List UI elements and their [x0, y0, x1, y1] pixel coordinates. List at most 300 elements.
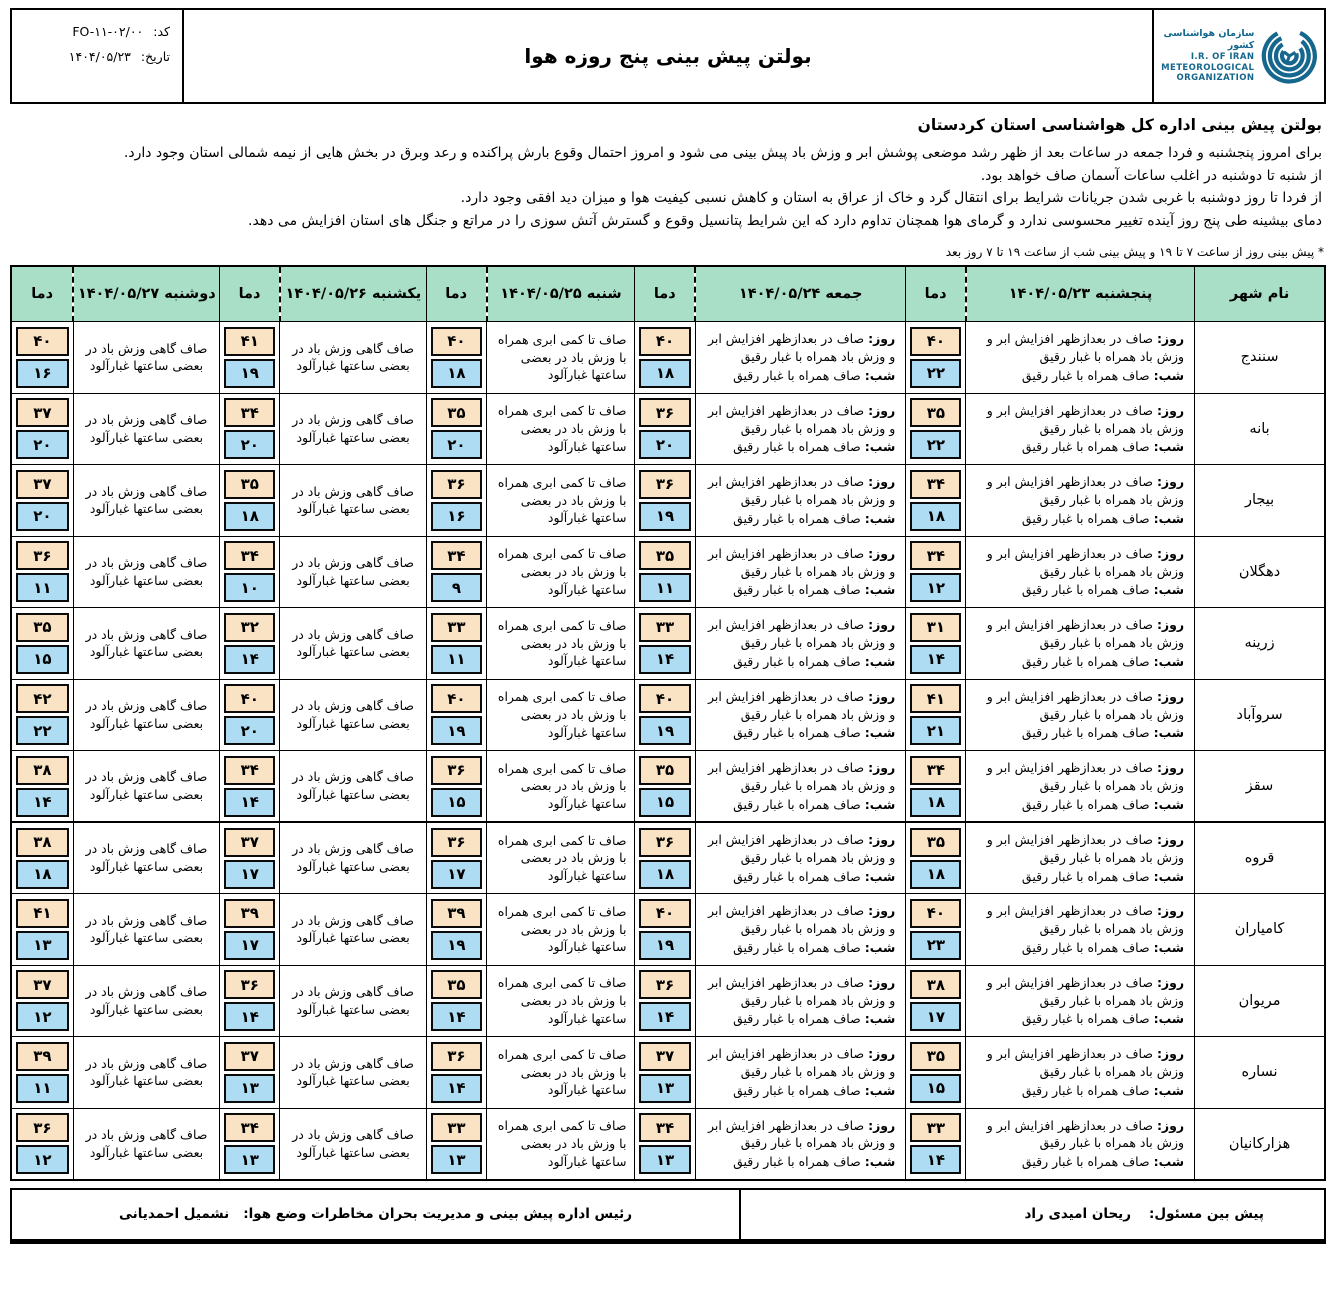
max-temp: ۳۸ — [16, 756, 69, 785]
header-temp-saturday: دما — [426, 266, 486, 322]
thursday-forecast-cell — [966, 536, 1195, 608]
saturday-forecast-cell: صاف تا کمی ابری همراه با وزش باد در بعضی ساعتها غبارآلود — [487, 822, 635, 894]
max-temp: ۳۶ — [16, 1113, 69, 1142]
max-temp: ۳۶ — [639, 470, 690, 499]
night-label: شب: — [1153, 1082, 1185, 1098]
friday-temp-cell — [635, 1108, 695, 1180]
day-forecast-text: صاف در بعدازظهر افزایش ابر و وزش باد همراه با غبار رقیق — [707, 760, 896, 793]
header-temp-friday: دما — [635, 266, 695, 322]
day-label: روز: — [868, 1046, 896, 1062]
saturday-temp-cell — [426, 679, 486, 751]
max-temp: ۳۷ — [16, 398, 69, 427]
day-forecast-text: صاف در بعدازظهر افزایش ابر و وزش باد همراه با غبار رقیق — [986, 903, 1185, 937]
sunday-temp-cell — [220, 536, 280, 608]
night-label: شب: — [864, 1011, 896, 1027]
max-temp: ۳۵ — [910, 1042, 961, 1071]
max-temp: ۳۴ — [910, 541, 961, 570]
min-temp: ۱۴ — [224, 645, 275, 674]
day-label: روز: — [868, 903, 896, 919]
night-label: شب: — [1153, 582, 1185, 598]
day-label: روز: — [1156, 974, 1185, 990]
night-forecast-text: صاف همراه با غبار رقیق — [1021, 939, 1150, 955]
min-temp: ۹ — [431, 573, 482, 602]
thursday-forecast-cell — [966, 751, 1195, 823]
table-row — [11, 679, 1325, 751]
sunday-forecast-cell: صاف گاهی وزش باد در بعضی ساعتها غبارآلود — [280, 965, 426, 1037]
friday-forecast-cell — [695, 751, 906, 823]
table-row — [11, 1108, 1325, 1180]
day-forecast-text: صاف در بعدازظهر افزایش ابر و وزش باد همراه با غبار رقیق — [986, 974, 1185, 1008]
code-line — [24, 24, 170, 39]
night-label: شب: — [1153, 439, 1185, 455]
friday-forecast-cell — [695, 536, 906, 608]
night-label: شب: — [864, 439, 896, 455]
document-header — [10, 8, 1326, 104]
max-temp: ۳۵ — [639, 541, 690, 570]
max-temp: ۴۰ — [431, 327, 482, 356]
max-temp: ۳۵ — [910, 828, 961, 857]
saturday-temp-cell — [426, 608, 486, 680]
sunday-forecast-cell: صاف گاهی وزش باد در بعضی ساعتها غبارآلود — [280, 1108, 426, 1180]
thursday-temp-cell — [906, 393, 966, 465]
min-temp: ۱۳ — [16, 931, 69, 960]
sunday-temp-cell — [220, 608, 280, 680]
max-temp: ۳۴ — [910, 756, 961, 785]
day-label: روز: — [1156, 617, 1185, 633]
sunday-forecast-cell: صاف گاهی وزش باد در بعضی ساعتها غبارآلود — [280, 536, 426, 608]
friday-temp-cell — [635, 1037, 695, 1109]
org-name-fa: سازمان هواشناسی کشور — [1163, 28, 1255, 52]
sunday-temp-cell — [220, 679, 280, 751]
max-temp: ۳۶ — [639, 398, 690, 427]
header-day-saturday: شنبه ۱۴۰۴/۰۵/۲۵ — [487, 266, 635, 322]
min-temp: ۱۶ — [16, 359, 69, 388]
max-temp: ۳۳ — [431, 1113, 482, 1142]
saturday-temp-cell — [426, 536, 486, 608]
friday-forecast-cell — [695, 1037, 906, 1109]
night-forecast-text: صاف همراه با غبار رقیق — [1021, 1154, 1150, 1170]
min-temp: ۱۹ — [431, 716, 482, 745]
org-logo — [1152, 10, 1324, 102]
table-row — [11, 536, 1325, 608]
min-temp: ۱۱ — [639, 573, 690, 602]
min-temp: ۱۹ — [639, 716, 690, 745]
night-forecast-text: صاف همراه با غبار رقیق — [1021, 653, 1150, 669]
min-temp: ۱۵ — [16, 645, 69, 674]
max-temp: ۳۵ — [431, 398, 482, 427]
min-temp: ۱۸ — [910, 860, 961, 889]
sunday-forecast-cell: صاف گاهی وزش باد در بعضی ساعتها غبارآلود — [280, 322, 426, 394]
max-temp: ۴۰ — [639, 899, 690, 928]
table-row — [11, 1037, 1325, 1109]
min-temp: ۱۸ — [16, 860, 69, 889]
chief-signature — [12, 1190, 739, 1239]
day-label: روز: — [1156, 474, 1185, 490]
day-forecast-text: صاف در بعدازظهر افزایش ابر و وزش باد همراه با غبار رقیق — [986, 832, 1185, 865]
saturday-temp-cell — [426, 751, 486, 823]
night-forecast-text: صاف همراه با غبار رقیق — [1021, 439, 1150, 455]
sunday-forecast-cell: صاف گاهی وزش باد در بعضی ساعتها غبارآلود — [280, 822, 426, 894]
city-name: سقز — [1195, 751, 1325, 823]
max-temp: ۳۶ — [224, 970, 275, 999]
min-temp: ۱۳ — [431, 1145, 482, 1174]
city-name: مریوان — [1195, 965, 1325, 1037]
min-temp: ۱۲ — [16, 1145, 69, 1174]
max-temp: ۳۶ — [16, 541, 69, 570]
max-temp: ۳۴ — [431, 541, 482, 570]
monday-forecast-cell: صاف گاهی وزش باد در بعضی ساعتها غبارآلود — [73, 608, 219, 680]
friday-temp-cell — [635, 965, 695, 1037]
min-temp: ۱۹ — [639, 502, 690, 531]
max-temp: ۴۱ — [16, 899, 69, 928]
thursday-forecast-cell — [966, 608, 1195, 680]
day-forecast-text: صاف در بعدازظهر افزایش ابر و وزش باد همراه با غبار رقیق — [707, 688, 896, 722]
table-row — [11, 751, 1325, 823]
table-row — [11, 965, 1325, 1037]
monday-forecast-cell: صاف گاهی وزش باد در بعضی ساعتها غبارآلود — [73, 751, 219, 823]
night-forecast-text: صاف همراه با غبار رقیق — [733, 1154, 861, 1170]
sunday-temp-cell — [220, 751, 280, 823]
thursday-forecast-cell — [966, 465, 1195, 537]
saturday-temp-cell — [426, 1037, 486, 1109]
min-temp: ۱۹ — [224, 359, 275, 388]
night-forecast-text: صاف همراه با غبار رقیق — [733, 510, 861, 526]
thursday-temp-cell — [906, 679, 966, 751]
night-label: شب: — [1153, 653, 1185, 669]
night-label: شب: — [864, 725, 896, 741]
day-forecast-text: صاف در بعدازظهر افزایش ابر و وزش باد همراه با غبار رقیق — [707, 474, 896, 508]
saturday-forecast-cell: صاف تا کمی ابری همراه با وزش باد در بعضی ساعتها غبارآلود — [487, 965, 635, 1037]
friday-forecast-cell — [695, 822, 906, 894]
city-name: بانه — [1195, 393, 1325, 465]
city-name: دهگلان — [1195, 536, 1325, 608]
sunday-forecast-cell: صاف گاهی وزش باد در بعضی ساعتها غبارآلود — [280, 894, 426, 966]
friday-temp-cell — [635, 608, 695, 680]
night-forecast-text: صاف همراه با غبار رقیق — [733, 653, 861, 669]
night-label: شب: — [1153, 868, 1185, 884]
intro-heading: بولتن پیش بینی اداره کل هواشناسی استان کردستان — [917, 116, 1322, 134]
day-label: روز: — [1156, 760, 1185, 776]
min-temp: ۱۴ — [910, 1145, 961, 1174]
saturday-forecast-cell: صاف تا کمی ابری همراه با وزش باد در بعضی ساعتها غبارآلود — [487, 536, 635, 608]
sunday-forecast-cell: صاف گاهی وزش باد در بعضی ساعتها غبارآلود — [280, 393, 426, 465]
min-temp: ۱۶ — [431, 502, 482, 531]
monday-forecast-cell: صاف گاهی وزش باد در بعضی ساعتها غبارآلود — [73, 465, 219, 537]
max-temp: ۴۲ — [16, 684, 69, 713]
min-temp: ۱۴ — [639, 1002, 690, 1031]
max-temp: ۳۴ — [224, 756, 275, 785]
max-temp: ۳۷ — [224, 828, 275, 857]
signature-footer — [10, 1188, 1326, 1244]
header-day-thursday: پنجشنبه ۱۴۰۴/۰۵/۲۳ — [966, 266, 1195, 322]
max-temp: ۳۵ — [16, 613, 69, 642]
max-temp: ۳۲ — [224, 613, 275, 642]
table-row — [11, 822, 1325, 894]
thursday-temp-cell — [906, 608, 966, 680]
max-temp: ۴۱ — [224, 327, 275, 356]
min-temp: ۲۰ — [431, 430, 482, 459]
monday-temp-cell — [11, 1037, 73, 1109]
min-temp: ۱۷ — [431, 860, 482, 889]
night-label: شب: — [864, 367, 896, 383]
min-temp: ۱۳ — [224, 1074, 275, 1103]
max-temp: ۴۰ — [16, 327, 69, 356]
min-temp: ۱۴ — [639, 645, 690, 674]
max-temp: ۴۰ — [910, 899, 961, 928]
forecast-hours-note: * پیش بینی روز از ساعت ۷ تا ۱۹ و پیش بینی شب از ساعت ۱۹ تا ۷ روز بعد — [945, 244, 1324, 259]
max-temp: ۳۴ — [224, 398, 275, 427]
night-label: شب: — [864, 1154, 896, 1170]
header-day-sunday: یکشنبه ۱۴۰۴/۰۵/۲۶ — [280, 266, 426, 322]
thursday-forecast-cell — [966, 679, 1195, 751]
max-temp: ۳۹ — [16, 1042, 69, 1071]
friday-forecast-cell — [695, 608, 906, 680]
night-label: شب: — [1153, 1154, 1185, 1170]
max-temp: ۳۱ — [910, 613, 961, 642]
max-temp: ۳۸ — [910, 970, 961, 999]
thursday-forecast-cell — [966, 1037, 1195, 1109]
night-label: شب: — [1153, 510, 1185, 526]
max-temp: ۳۶ — [639, 828, 690, 857]
monday-forecast-cell: صاف گاهی وزش باد در بعضی ساعتها غبارآلود — [73, 679, 219, 751]
table-row — [11, 608, 1325, 680]
saturday-forecast-cell: صاف تا کمی ابری همراه با وزش باد در بعضی ساعتها غبارآلود — [487, 751, 635, 823]
min-temp: ۲۳ — [910, 931, 961, 960]
day-forecast-text: صاف در بعدازظهر افزایش ابر و وزش باد همراه با غبار رقیق — [986, 545, 1185, 579]
thursday-temp-cell — [906, 322, 966, 394]
day-label: روز: — [868, 1117, 896, 1133]
saturday-forecast-cell: صاف تا کمی ابری همراه با وزش باد در بعضی ساعتها غبارآلود — [487, 1037, 635, 1109]
intro-paragraph-2: از شنبه تا دوشنبه در اغلب ساعات آسمان صاف خواهد بود. — [980, 167, 1322, 184]
sunday-temp-cell — [220, 965, 280, 1037]
sunday-forecast-cell: صاف گاهی وزش باد در بعضی ساعتها غبارآلود — [280, 608, 426, 680]
city-name: قروه — [1195, 822, 1325, 894]
header-temp-sunday: دما — [220, 266, 280, 322]
thursday-temp-cell — [906, 536, 966, 608]
saturday-temp-cell — [426, 465, 486, 537]
thursday-forecast-cell — [966, 965, 1195, 1037]
day-forecast-text: صاف در بعدازظهر افزایش ابر و وزش باد همراه با غبار رقیق — [986, 331, 1185, 365]
friday-forecast-cell — [695, 322, 906, 394]
table-row — [11, 393, 1325, 465]
monday-forecast-cell: صاف گاهی وزش باد در بعضی ساعتها غبارآلود — [73, 536, 219, 608]
header-day-monday: دوشنبه ۱۴۰۴/۰۵/۲۷ — [73, 266, 219, 322]
thursday-temp-cell — [906, 894, 966, 966]
min-temp: ۱۱ — [16, 573, 69, 602]
max-temp: ۳۴ — [224, 1113, 275, 1142]
friday-temp-cell — [635, 465, 695, 537]
night-label: شب: — [864, 796, 896, 812]
night-forecast-text: صاف همراه با غبار رقیق — [733, 439, 861, 455]
max-temp: ۳۳ — [431, 613, 482, 642]
header-city: نام شهر — [1195, 266, 1325, 322]
day-label: روز: — [1156, 1046, 1185, 1062]
night-label: شب: — [864, 1082, 896, 1098]
day-label: روز: — [868, 402, 896, 418]
monday-temp-cell — [11, 465, 73, 537]
max-temp: ۳۶ — [431, 756, 482, 785]
night-forecast-text: صاف همراه با غبار رقیق — [733, 796, 861, 812]
monday-forecast-cell: صاف گاهی وزش باد در بعضی ساعتها غبارآلود — [73, 1037, 219, 1109]
org-name-en3: ORGANIZATION — [1176, 73, 1255, 84]
day-label: روز: — [868, 617, 896, 633]
night-forecast-text: صاف همراه با غبار رقیق — [1021, 1082, 1150, 1098]
saturday-temp-cell — [426, 1108, 486, 1180]
day-label: روز: — [868, 688, 896, 704]
day-label: روز: — [868, 832, 896, 848]
city-name: سروآباد — [1195, 679, 1325, 751]
min-temp: ۱۹ — [639, 931, 690, 960]
max-temp: ۳۴ — [639, 1113, 690, 1142]
city-name: زرینه — [1195, 608, 1325, 680]
min-temp: ۲۰ — [224, 716, 275, 745]
page-title: بولتن پیش بینی پنج روزه هوا — [524, 44, 812, 68]
max-temp: ۴۱ — [910, 684, 961, 713]
day-forecast-text: صاف در بعدازظهر افزایش ابر و وزش باد همراه با غبار رقیق — [707, 1117, 896, 1151]
sunday-forecast-cell: صاف گاهی وزش باد در بعضی ساعتها غبارآلود — [280, 465, 426, 537]
friday-forecast-cell — [695, 965, 906, 1037]
table-row — [11, 322, 1325, 394]
sunday-temp-cell — [220, 894, 280, 966]
day-label: روز: — [1156, 903, 1185, 919]
friday-temp-cell — [635, 679, 695, 751]
saturday-forecast-cell: صاف تا کمی ابری همراه با وزش باد در بعضی ساعتها غبارآلود — [487, 465, 635, 537]
saturday-temp-cell — [426, 322, 486, 394]
city-name: هزارکانیان — [1195, 1108, 1325, 1180]
header-temp-monday: دما — [11, 266, 73, 322]
day-forecast-text: صاف در بعدازظهر افزایش ابر و وزش باد همراه با غبار رقیق — [986, 617, 1185, 651]
thursday-forecast-cell — [966, 822, 1195, 894]
saturday-forecast-cell: صاف تا کمی ابری همراه با وزش باد در بعضی ساعتها غبارآلود — [487, 679, 635, 751]
max-temp: ۳۶ — [431, 470, 482, 499]
day-forecast-text: صاف در بعدازظهر افزایش ابر و وزش باد همراه با غبار رقیق — [986, 402, 1185, 436]
min-temp: ۲۰ — [224, 430, 275, 459]
max-temp: ۳۵ — [639, 756, 690, 785]
saturday-forecast-cell: صاف تا کمی ابری همراه با وزش باد در بعضی ساعتها غبارآلود — [487, 608, 635, 680]
min-temp: ۱۳ — [224, 1145, 275, 1174]
date-value: ۱۴۰۴/۰۵/۲۳ — [68, 49, 131, 64]
monday-forecast-cell: صاف گاهی وزش باد در بعضی ساعتها غبارآلود — [73, 822, 219, 894]
thursday-temp-cell — [906, 965, 966, 1037]
min-temp: ۱۸ — [910, 788, 961, 817]
min-temp: ۱۸ — [910, 502, 961, 531]
sunday-temp-cell — [220, 822, 280, 894]
header-day-friday: جمعه ۱۴۰۴/۰۵/۲۴ — [695, 266, 906, 322]
day-forecast-text: صاف در بعدازظهر افزایش ابر و وزش باد همراه با غبار رقیق — [986, 688, 1185, 722]
min-temp: ۱۲ — [16, 1002, 69, 1031]
min-temp: ۱۳ — [639, 1145, 690, 1174]
min-temp: ۱۰ — [224, 573, 275, 602]
night-forecast-text: صاف همراه با غبار رقیق — [1021, 868, 1150, 884]
friday-temp-cell — [635, 751, 695, 823]
monday-forecast-cell: صاف گاهی وزش باد در بعضی ساعتها غبارآلود — [73, 965, 219, 1037]
friday-forecast-cell — [695, 465, 906, 537]
min-temp: ۱۸ — [639, 860, 690, 889]
forecaster-label: پیش بین مسئول: — [1149, 1206, 1264, 1223]
code-label: کد: — [153, 24, 170, 39]
min-temp: ۱۵ — [431, 788, 482, 817]
day-forecast-text: صاف در بعدازظهر افزایش ابر و وزش باد همراه با غبار رقیق — [707, 903, 896, 937]
min-temp: ۱۲ — [910, 573, 961, 602]
thursday-temp-cell — [906, 465, 966, 537]
night-label: شب: — [1153, 1011, 1185, 1027]
max-temp: ۳۷ — [224, 1042, 275, 1071]
night-forecast-text: صاف همراه با غبار رقیق — [733, 939, 861, 955]
day-forecast-text: صاف در بعدازظهر افزایش ابر و وزش باد همراه با غبار رقیق — [986, 1046, 1185, 1080]
saturday-temp-cell — [426, 965, 486, 1037]
max-temp: ۳۷ — [16, 470, 69, 499]
friday-forecast-cell — [695, 679, 906, 751]
max-temp: ۴۰ — [431, 684, 482, 713]
thursday-forecast-cell — [966, 1108, 1195, 1180]
night-label: شب: — [864, 510, 896, 526]
forecast-table-header — [11, 266, 1325, 322]
friday-forecast-cell — [695, 393, 906, 465]
monday-forecast-cell: صاف گاهی وزش باد در بعضی ساعتها غبارآلود — [73, 393, 219, 465]
sunday-temp-cell — [220, 393, 280, 465]
min-temp: ۱۴ — [16, 788, 69, 817]
city-name: سنندج — [1195, 322, 1325, 394]
max-temp: ۳۳ — [639, 613, 690, 642]
min-temp: ۱۴ — [431, 1002, 482, 1031]
thursday-temp-cell — [906, 822, 966, 894]
min-temp: ۱۱ — [16, 1074, 69, 1103]
min-temp: ۱۷ — [224, 860, 275, 889]
day-label: روز: — [868, 331, 896, 347]
monday-temp-cell — [11, 965, 73, 1037]
min-temp: ۲۲ — [910, 430, 961, 459]
sunday-forecast-cell: صاف گاهی وزش باد در بعضی ساعتها غبارآلود — [280, 679, 426, 751]
day-label: روز: — [1156, 688, 1185, 704]
thursday-temp-cell — [906, 751, 966, 823]
monday-temp-cell — [11, 608, 73, 680]
monday-temp-cell — [11, 751, 73, 823]
min-temp: ۱۹ — [431, 931, 482, 960]
sunday-temp-cell — [220, 1108, 280, 1180]
max-temp: ۴۰ — [224, 684, 275, 713]
saturday-temp-cell — [426, 393, 486, 465]
max-temp: ۳۶ — [431, 1042, 482, 1071]
day-forecast-text: صاف در بعدازظهر افزایش ابر و وزش باد همراه با غبار رقیق — [707, 331, 896, 365]
night-forecast-text: صاف همراه با غبار رقیق — [1021, 582, 1150, 598]
sunday-forecast-cell: صاف گاهی وزش باد در بعضی ساعتها غبارآلود — [280, 751, 426, 823]
min-temp: ۱۷ — [224, 931, 275, 960]
min-temp: ۱۷ — [910, 1002, 961, 1031]
night-forecast-text: صاف همراه با غبار رقیق — [733, 582, 861, 598]
day-forecast-text: صاف در بعدازظهر افزایش ابر و وزش باد همراه با غبار رقیق — [707, 832, 896, 865]
day-label: روز: — [868, 545, 896, 561]
forecast-table — [10, 265, 1326, 1181]
friday-temp-cell — [635, 536, 695, 608]
night-label: شب: — [1153, 939, 1185, 955]
city-name: بیجار — [1195, 465, 1325, 537]
day-forecast-text: صاف در بعدازظهر افزایش ابر و وزش باد همراه با غبار رقیق — [707, 545, 896, 579]
forecaster-name: ریحان امیدی راد — [1024, 1206, 1132, 1223]
monday-temp-cell — [11, 393, 73, 465]
night-label: شب: — [864, 868, 896, 884]
night-forecast-text: صاف همراه با غبار رقیق — [1021, 796, 1150, 812]
max-temp: ۳۴ — [910, 470, 961, 499]
night-label: شب: — [864, 653, 896, 669]
monday-temp-cell — [11, 322, 73, 394]
max-temp: ۳۶ — [639, 970, 690, 999]
friday-forecast-cell — [695, 1108, 906, 1180]
intro-paragraph-3: از فردا تا روز دوشنبه با غربی شدن جریانات شرایط برای انتقال گرد و خاک از عراق به استان و کاهش نسبی کیفیت هوا و میزان دید افقی وجود دارد. — [460, 190, 1322, 207]
night-forecast-text: صاف همراه با غبار رقیق — [733, 725, 861, 741]
thursday-temp-cell — [906, 1037, 966, 1109]
night-label: شب: — [1153, 725, 1185, 741]
day-label: روز: — [1156, 331, 1185, 347]
